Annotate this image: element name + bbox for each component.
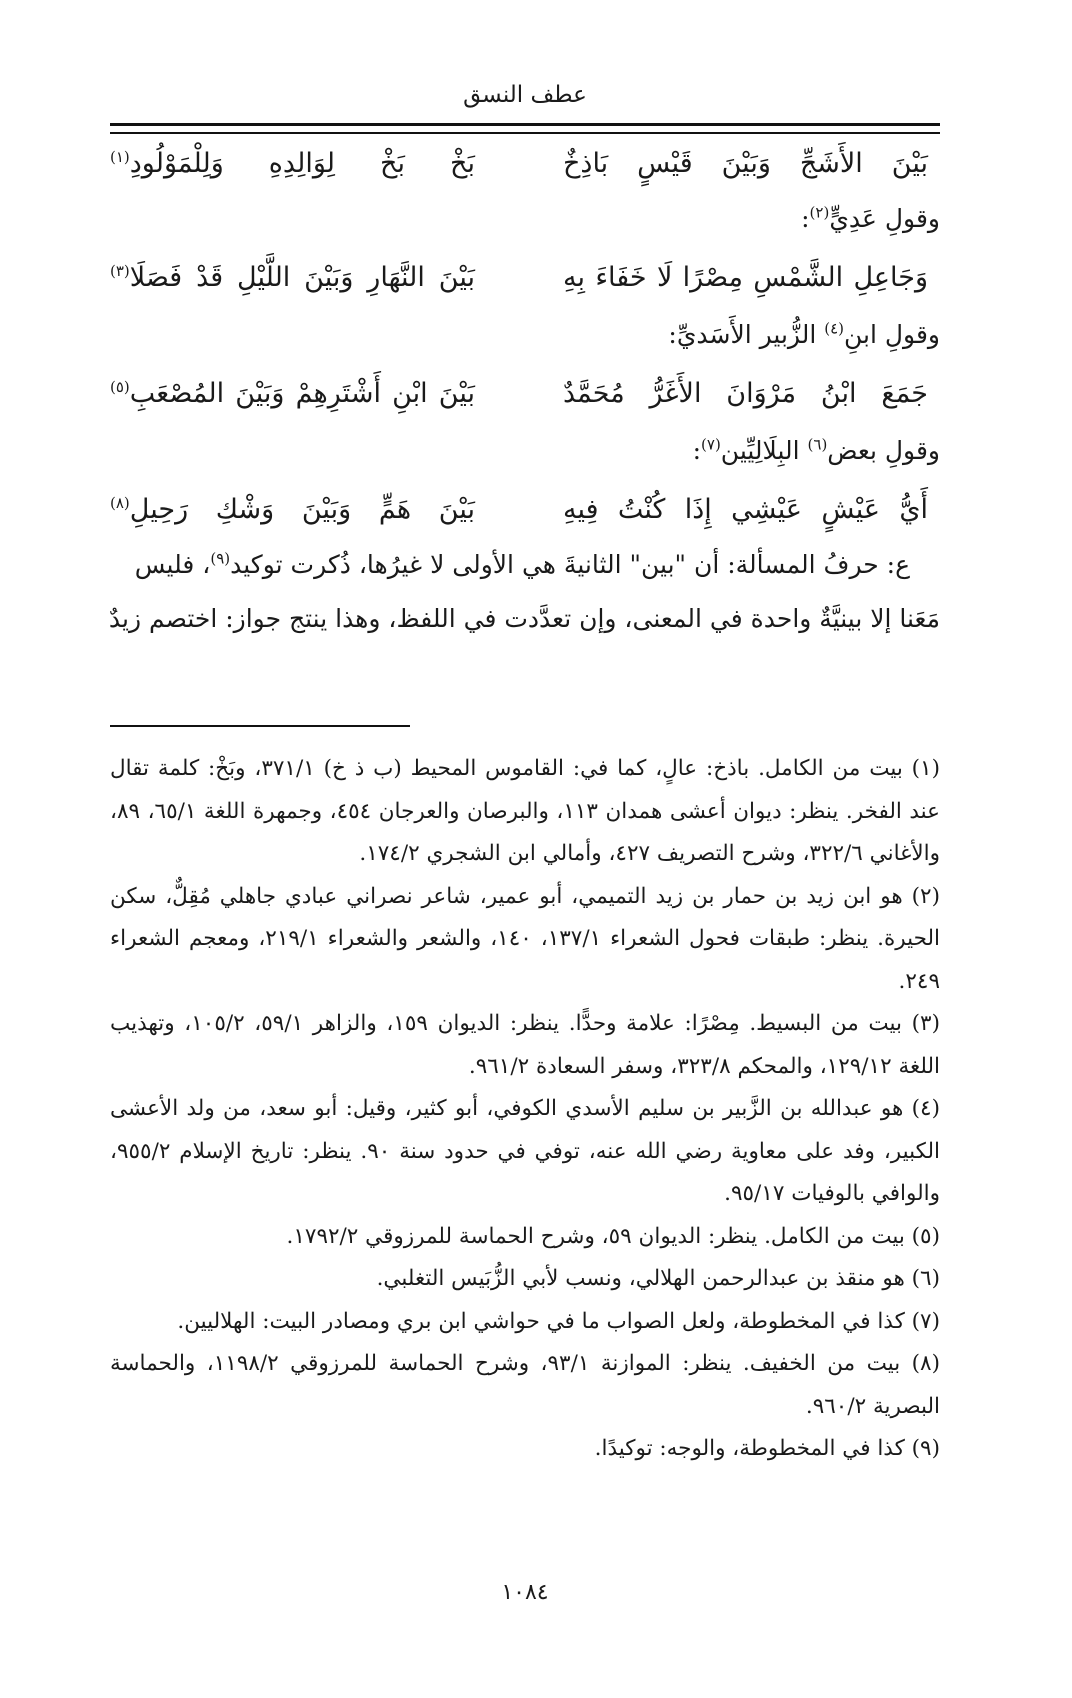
- verse-4: [110, 494, 940, 538]
- header-rule-thin: [110, 132, 940, 134]
- footnote-separator: [110, 725, 410, 727]
- prose-line-1: [110, 550, 940, 579]
- header-rule-thick: [110, 123, 940, 126]
- running-head: عطف النسق: [463, 82, 587, 108]
- footnote-5: (٥) بيت من الكامل. ينظر: الديوان ٥٩، وشرح الحماسة للمرزوقي ١٧٩٢/٢.: [286, 1223, 940, 1249]
- verse-second-hemistich: [110, 378, 475, 409]
- page-number: ١٠٨٤: [501, 1580, 549, 1605]
- verse-second-hemistich: [110, 262, 475, 293]
- footnotes: [110, 748, 940, 1471]
- hemistich-text: بَيْنَ النَّهَارِ وَبَيْنَ اللَّيْلِ قَدْ فَصَلَا: [129, 262, 475, 293]
- intro-mid: البِلَالِيِّين: [720, 436, 808, 465]
- footnote-9: (٩) كذا في المخطوطة، والوجه: توكيدًا.: [594, 1436, 940, 1461]
- footnote-6: (٦) هو منقذ بن عبدالرحمن الهلالي، ونسب لأبي الزُّبَيس التغلبي.: [376, 1266, 940, 1291]
- footnote-marker: (٨): [110, 494, 130, 512]
- footnote-marker: (٩): [210, 549, 231, 568]
- footnote-8: (٨) بيت من الخفيف. ينظر: الموازنة ٩٣/١، وشرح الحماسة للمرزوقي ١١٩٨/٢، والحماسة البصرية ٩٦٠/٢.: [110, 1351, 940, 1419]
- book-page: [110, 0, 940, 1698]
- intro-line-1: [110, 204, 940, 233]
- hemistich-text: بَيْنَ هَمٍّ وَبَيْنَ وَشْكِ رَحِيلِ: [129, 494, 475, 525]
- footnote-marker: (٥): [110, 378, 130, 396]
- verse-first-hemistich: وَجَاعِلِ الشَّمْسِ مِصْرًا لَا خَفَاءَ بِهِ: [563, 262, 928, 293]
- footnote-marker: (٣): [110, 262, 130, 280]
- hemistich-text: بَيْنَ ابْنِ أَشْتَرِهِمْ وَبَيْنَ المُصْعَبِ: [129, 378, 475, 409]
- verse-second-hemistich: [110, 494, 475, 525]
- prose-text: ع: حرفُ المسألة: أن "بين" الثانيةَ هي الأولى لا غيرُها، ذُكرت توكيد: [230, 550, 910, 579]
- footnote-marker: (٤): [824, 319, 845, 338]
- verse-first-hemistich: أَيُّ عَيْشٍ عَيْشِي إِذَا كُنْتُ فِيهِ: [563, 494, 928, 525]
- verse-3: [110, 378, 940, 422]
- footnote-marker: (٢): [809, 203, 830, 222]
- footnote-marker: (٧): [701, 435, 721, 454]
- prose-text-end: ، فليس: [134, 550, 211, 579]
- intro-tail: :: [801, 204, 810, 233]
- intro-text: وقولِ عَدِيٍّ: [829, 204, 940, 233]
- intro-line-2: [110, 320, 940, 349]
- verse-first-hemistich: جَمَعَ ابْنُ مَرْوَانَ الأَغَرُّ مُحَمَّدٌ: [563, 378, 928, 409]
- footnote-1: (١) بيت من الكامل. باذخ: عالٍ، كما في: القاموس المحيط (ب ذ خ) ٣٧١/١، وبَخْ: كلمة تقال عند الفخر. ينظر: ديوان أعشى همدان ١١٣، والبرصان والعرجان ٤٥٤، وجمهرة اللغة ٦٥/١، ٨٩، والأغاني ٣٢٢/٦، وشرح التصريف ٤٢٧، وأمالي ابن الشجري ١٧٤/٢.: [110, 756, 940, 866]
- intro-text: وقولِ بعض: [827, 436, 940, 465]
- footnote-marker: (١): [110, 148, 130, 166]
- footnote-marker: (٦): [807, 435, 828, 454]
- footnote-4: (٤) هو عبدالله بن الزَّبير بن سليم الأسدي الكوفي، أبو كثير، وقيل: أبو سعد، من ولد الأعشى الكبير، وفد على معاوية رضي الله عنه، توفي في حدود سنة ٩٠. ينظر: تاريخ الإسلام ٩٥٥/٢، والوافي بالوفيات ٩٥/١٧.: [110, 1096, 940, 1206]
- prose-line-2: مَعَنا إلا بينيَّةٌ واحدة في المعنى، وإن تعدَّدت في اللفظ، وهذا ينتج جواز: اختصم زيدٌ: [108, 604, 940, 633]
- verse-second-hemistich: [110, 148, 475, 179]
- verse-first-hemistich: بَيْنَ الأَشَجِّ وَبَيْنَ قَيْسٍ بَاذِخٌ: [563, 148, 928, 179]
- intro-tail: الزُّبير الأَسَديِّ:: [668, 320, 825, 349]
- verse-2: [110, 262, 940, 306]
- intro-text: وقولِ ابنِ: [844, 320, 940, 349]
- footnote-2: (٢) هو ابن زيد بن حمار بن زيد التميمي، أبو عمير، شاعر نصراني عبادي جاهلي مُقِلٌّ، سكن الحيرة. ينظر: طبقات فحول الشعراء ١٣٧/١، ١٤٠، والشعر والشعراء ٢١٩/١، ومعجم الشعراء ٢٤٩.: [110, 883, 941, 994]
- intro-tail: :: [692, 436, 702, 465]
- verse-1: [110, 148, 940, 192]
- footnote-7: (٧) كذا في المخطوطة، ولعل الصواب ما في حواشي ابن بري ومصادر البيت: الهلاليين.: [177, 1308, 940, 1334]
- footnote-3: (٣) بيت من البسيط. مِصْرًا: علامة وحدًّا. ينظر: الديوان ١٥٩، والزاهر ٥٩/١، ١٠٥/٢، وتهذيب اللغة ١٢٩/١٢، والمحكم ٣٢٣/٨، وسفر السعادة ٩٦١/٢.: [110, 1011, 940, 1079]
- intro-line-3: [110, 436, 940, 465]
- hemistich-text: بَخْ بَخْ لِوَالِدِهِ وَلِلْمَوْلُودِ: [129, 148, 475, 179]
